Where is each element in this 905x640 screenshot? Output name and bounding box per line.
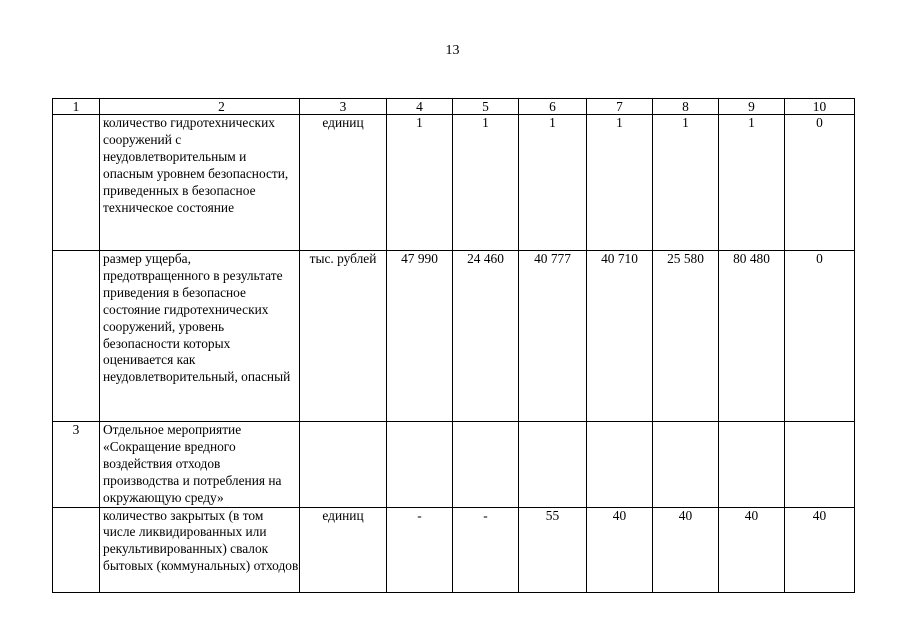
row-number [53,251,100,422]
value-cell: 40 [653,507,719,592]
value-cell: 1 [453,115,519,251]
column-header: 4 [387,99,453,115]
indicator-name: количество гидротехнических сооружений с неудовлетворительным и опасным уровнем безопасности, приведенных в безопасное техническое состояние [100,115,300,251]
value-cell [587,422,653,508]
value-cell: 0 [785,115,855,251]
unit-cell: единиц [300,507,387,592]
column-header: 2 [100,99,300,115]
column-number-row [53,99,855,115]
value-cell: 1 [653,115,719,251]
value-cell: 1 [519,115,587,251]
value-cell: 40 [785,507,855,592]
value-cell: 40 [587,507,653,592]
column-header: 1 [53,99,100,115]
value-cell: 1 [719,115,785,251]
value-cell [653,422,719,508]
value-cell [387,422,453,508]
value-cell [785,422,855,508]
unit-cell: единиц [300,115,387,251]
column-header: 9 [719,99,785,115]
indicator-name: Отдельное мероприятие «Сокращение вредного воздействия отходов производства и потребления на окружающую среду» [100,422,300,508]
table-row [53,251,855,422]
value-cell: 55 [519,507,587,592]
value-cell: 0 [785,251,855,422]
value-cell: 25 580 [653,251,719,422]
value-cell: 40 710 [587,251,653,422]
unit-cell: тыс. рублей [300,251,387,422]
value-cell: 40 777 [519,251,587,422]
row-number [53,507,100,592]
table-row [53,507,855,592]
column-header: 6 [519,99,587,115]
value-cell: 40 [719,507,785,592]
indicators-table [52,98,855,593]
column-header: 8 [653,99,719,115]
column-header: 7 [587,99,653,115]
value-cell [453,422,519,508]
table-row [53,115,855,251]
unit-cell [300,422,387,508]
value-cell: - [387,507,453,592]
column-header: 10 [785,99,855,115]
value-cell [519,422,587,508]
table-row [53,422,855,508]
row-number: 3 [53,422,100,508]
value-cell: 1 [587,115,653,251]
page-number: 13 [445,43,460,58]
value-cell: 24 460 [453,251,519,422]
value-cell [719,422,785,508]
value-cell: 1 [387,115,453,251]
value-cell: - [453,507,519,592]
column-header: 5 [453,99,519,115]
indicator-name: количество закрытых (в том числе ликвидированных или рекультивированных) свалок бытовых (коммунальных) отходов [100,507,300,592]
value-cell: 80 480 [719,251,785,422]
row-number [53,115,100,251]
indicator-name: размер ущерба, предотвращенного в результате приведения в безопасное состояние гидротехнических сооружений, уровень безопасности которых оценивается как неудовлетворительный, опасный [100,251,300,422]
column-header: 3 [300,99,387,115]
value-cell: 47 990 [387,251,453,422]
